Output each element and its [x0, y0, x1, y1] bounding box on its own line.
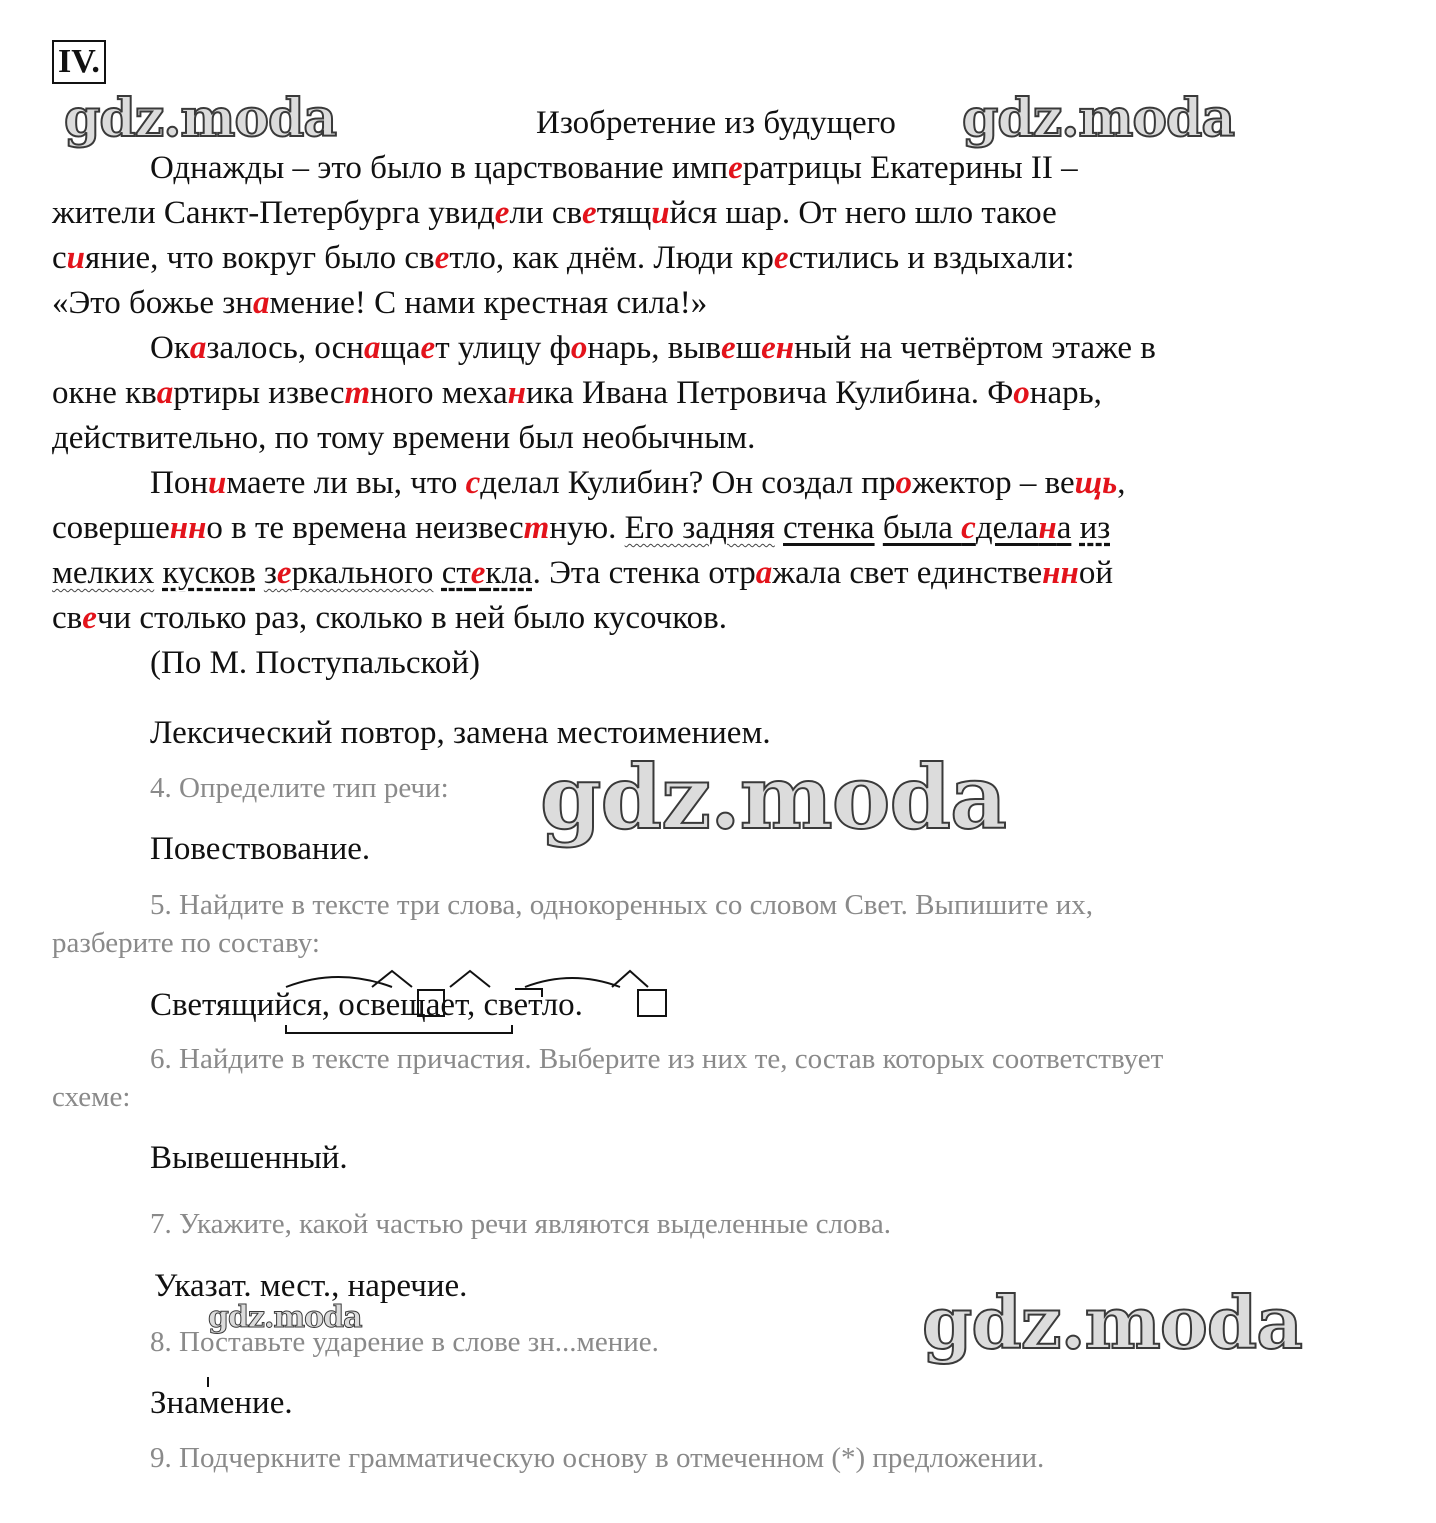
- text-line: Понимаете ли вы, что сделал Кулибин? Он создал прожектор – вещь,: [150, 465, 1126, 501]
- question-text: 5. Найдите в тексте три слова, однокоренных со словом Свет. Выпишите их,: [150, 889, 1093, 921]
- text-line: действительно, по тому времени был необычным.: [52, 420, 756, 456]
- answer-text: Повествование.: [150, 831, 371, 867]
- source-citation: (По М. Поступальской): [150, 645, 480, 681]
- ending-box: [638, 990, 666, 1016]
- text-line: совершенно в те времена неизвестную. Его задняя стенка была сделана из: [52, 510, 1111, 546]
- answer-text: Лексический повтор, замена местоимением.: [150, 715, 771, 751]
- text-line: жители Санкт-Петербурга увидели светящийся шар. От него шло такое: [52, 195, 1057, 231]
- text-line: мелких кусков зеркального стекла. Эта стенка отражала свет единственной: [52, 555, 1113, 591]
- page-title: Изобретение из будущего: [536, 105, 896, 141]
- predicate-underline: была сделана: [882, 510, 1072, 546]
- question-text: 4. Определите тип речи:: [150, 772, 449, 804]
- answer-text: Вывешенный.: [150, 1140, 348, 1176]
- text-line: Оказалось, оснащает улицу фонарь, вывешенный на четвёртом этаже в: [150, 330, 1156, 366]
- subject-underline: стенка: [783, 510, 875, 546]
- question-text: 7. Укажите, какой частью речи являются выделенные слова.: [150, 1208, 891, 1240]
- text-line: сияние, что вокруг было светло, как днём. Люди крестились и вздыхали:: [52, 240, 1075, 276]
- marked-word: зеркального: [263, 555, 434, 591]
- watermark: gdz.moda: [922, 1280, 1302, 1365]
- section-label: IV.: [52, 40, 106, 84]
- watermark: gdz.moda: [540, 745, 1007, 849]
- watermark: gdz.moda: [962, 88, 1235, 149]
- marked-word: кусков: [162, 555, 256, 591]
- marked-word: Его задняя: [624, 510, 775, 546]
- question-text: схеме:: [52, 1081, 131, 1113]
- marked-word: из: [1079, 510, 1111, 546]
- watermark: gdz.moda: [208, 1300, 362, 1335]
- question-text: разберите по составу:: [52, 927, 320, 959]
- marked-word: стекла: [441, 555, 533, 591]
- watermark: gdz.moda: [64, 88, 337, 149]
- answer-text: Светящийся, освещает, светло.: [150, 987, 583, 1023]
- answer-text: Указат. мест., наречие.: [154, 1268, 468, 1304]
- question-text: 6. Найдите в тексте причастия. Выберите из них те, состав которых соответствует: [150, 1043, 1164, 1075]
- text-line: окне квартиры известного механика Ивана Петровича Кулибина. Фонарь,: [52, 375, 1102, 411]
- answer-text: Знамение.: [150, 1385, 293, 1421]
- suffix-mark: [612, 971, 648, 987]
- question-text: 9. Подчеркните грамматическую основу в отмеченном (*) предложении.: [150, 1442, 1045, 1474]
- text-line: Однажды – это было в царствование императрицы Екатерины II –: [150, 150, 1078, 186]
- question-text: 8. Поставьте ударение в слове зн...мение.: [150, 1326, 659, 1358]
- text-line: свечи столько раз, сколько в ней было кусочков.: [52, 600, 727, 636]
- text-line: «Это божье знамение! С нами крестная сила!»: [52, 285, 708, 321]
- marked-word: мелких: [52, 555, 155, 591]
